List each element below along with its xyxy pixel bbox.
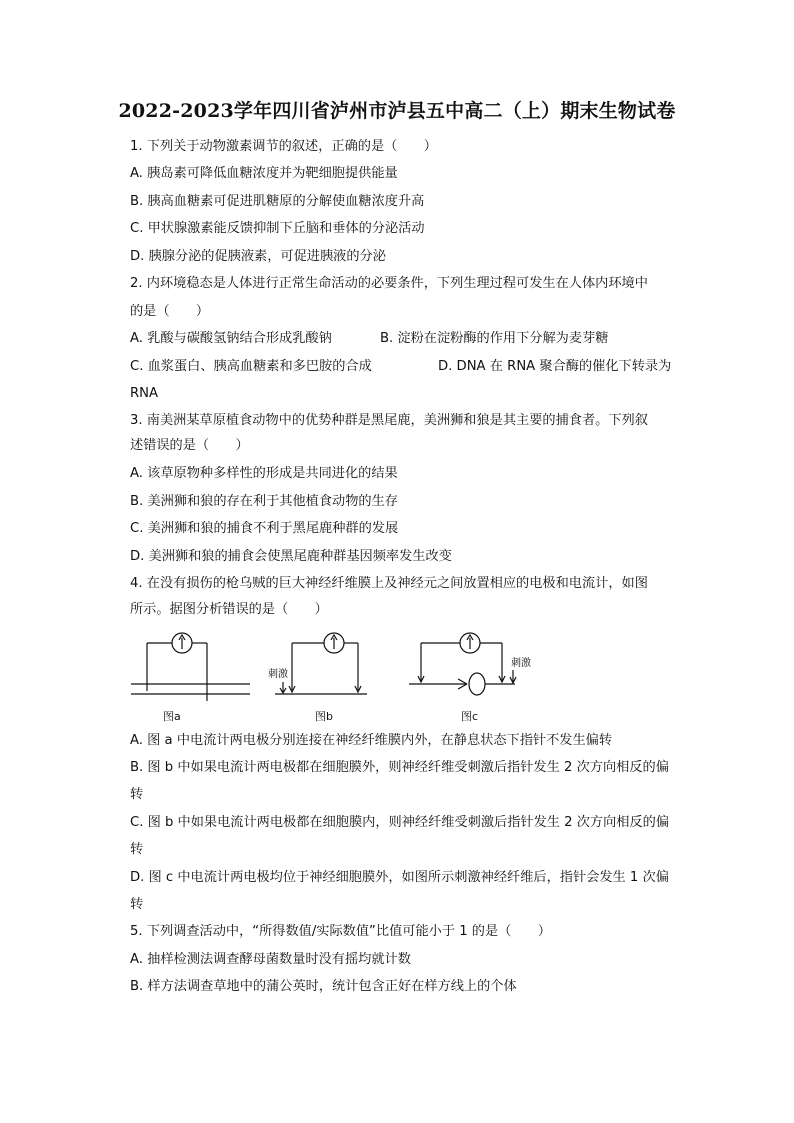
figure-c-label: 图c bbox=[461, 710, 479, 723]
q2-option-b: B. 淀粉在淀粉酶的作用下分解为麦芽糖 bbox=[380, 331, 609, 346]
figure-c-stimulus-label: 刺激 bbox=[511, 658, 531, 669]
q5-stem: 5. 下列调查活动中，“所得数值/实际数值”比值可能小于 1 的是（ ） bbox=[130, 924, 551, 939]
q3-option-a: A. 该草原物种多样性的形成是共同进化的结果 bbox=[130, 466, 398, 481]
q5-option-a: A. 抽样检测法调查酵母菌数量时没有摇均就计数 bbox=[130, 952, 411, 967]
q4-option-c-cont: 转 bbox=[130, 842, 144, 857]
figure-b-stimulus-label: 刺激 bbox=[268, 669, 288, 680]
q2-stem-line2: 的是（ ） bbox=[130, 304, 210, 319]
q4-stem-line1: 4. 在没有损伤的枪乌贼的巨大神经纤维膜上及神经元之间放置相应的电极和电流计，如图 bbox=[130, 576, 648, 591]
q4-option-d: D. 图 c 中电流计两电极均位于神经细胞膜外，如图所示刺激神经纤维后，指针会发生 1 次偏 bbox=[130, 870, 669, 885]
q3-option-c: C. 美洲狮和狼的捕食不利于黑尾鹿种群的发展 bbox=[130, 521, 399, 536]
figure-b-label: 图b bbox=[315, 710, 333, 723]
q3-stem-line1: 3. 南美洲某草原植食动物中的优势种群是黑尾鹿，美洲狮和狼是其主要的捕食者。下列叙 bbox=[130, 413, 648, 428]
q4-option-b: B. 图 b 中如果电流计两电极都在细胞膜外，则神经纤维受刺激后指针发生 2 次方向相反的偏 bbox=[130, 760, 669, 775]
q4-figure bbox=[125, 628, 685, 726]
q1-option-c: C. 甲状腺激素能反馈抑制下丘脑和垂体的分泌活动 bbox=[130, 221, 425, 236]
q2-option-d-cont: RNA bbox=[130, 386, 159, 401]
figure-a bbox=[131, 633, 250, 723]
q1-option-d: D. 胰腺分泌的促胰液素，可促进胰液的分泌 bbox=[130, 249, 386, 264]
figure-c bbox=[409, 633, 531, 723]
q5-option-b: B. 样方法调查草地中的蒲公英时，统计包含正好在样方线上的个体 bbox=[130, 979, 517, 994]
q1-stem: 1. 下列关于动物激素调节的叙述，正确的是（ ） bbox=[130, 139, 437, 154]
figure-b bbox=[268, 633, 367, 723]
q3-option-b: B. 美洲狮和狼的存在利于其他植食动物的生存 bbox=[130, 494, 398, 509]
q2-option-d: D. DNA 在 RNA 聚合酶的催化下转录为 bbox=[438, 359, 672, 374]
q1-option-b: B. 胰高血糖素可促进肌糖原的分解使血糖浓度升高 bbox=[130, 194, 425, 209]
q3-option-d: D. 美洲狮和狼的捕食会使黑尾鹿种群基因频率发生改变 bbox=[130, 549, 452, 564]
q1-option-a: A. 胰岛素可降低血糖浓度并为靶细胞提供能量 bbox=[130, 166, 398, 181]
page-title: 2022-2023学年四川省泸州市泸县五中高二（上）期末生物试卷 bbox=[118, 100, 676, 122]
q2-option-a: A. 乳酸与碳酸氢钠结合形成乳酸钠 bbox=[130, 331, 332, 346]
q2-stem-line1: 2. 内环境稳态是人体进行正常生命活动的必要条件，下列生理过程可发生在人体内环境中 bbox=[130, 276, 648, 291]
q4-option-c: C. 图 b 中如果电流计两电极都在细胞膜内，则神经纤维受刺激后指针发生 2 次方向相反的偏 bbox=[130, 815, 670, 830]
q4-option-b-cont: 转 bbox=[130, 787, 144, 802]
q4-stem-line2: 所示。据图分析错误的是（ ） bbox=[130, 602, 328, 617]
q4-option-d-cont: 转 bbox=[130, 897, 144, 912]
q3-stem-line2: 述错误的是（ ） bbox=[130, 438, 249, 453]
figure-a-label: 图a bbox=[163, 710, 181, 723]
q4-option-a: A. 图 a 中电流计两电极分别连接在神经纤维膜内外，在静息状态下指针不发生偏转 bbox=[130, 733, 613, 748]
q2-option-c: C. 血浆蛋白、胰高血糖素和多巴胺的合成 bbox=[130, 359, 372, 374]
